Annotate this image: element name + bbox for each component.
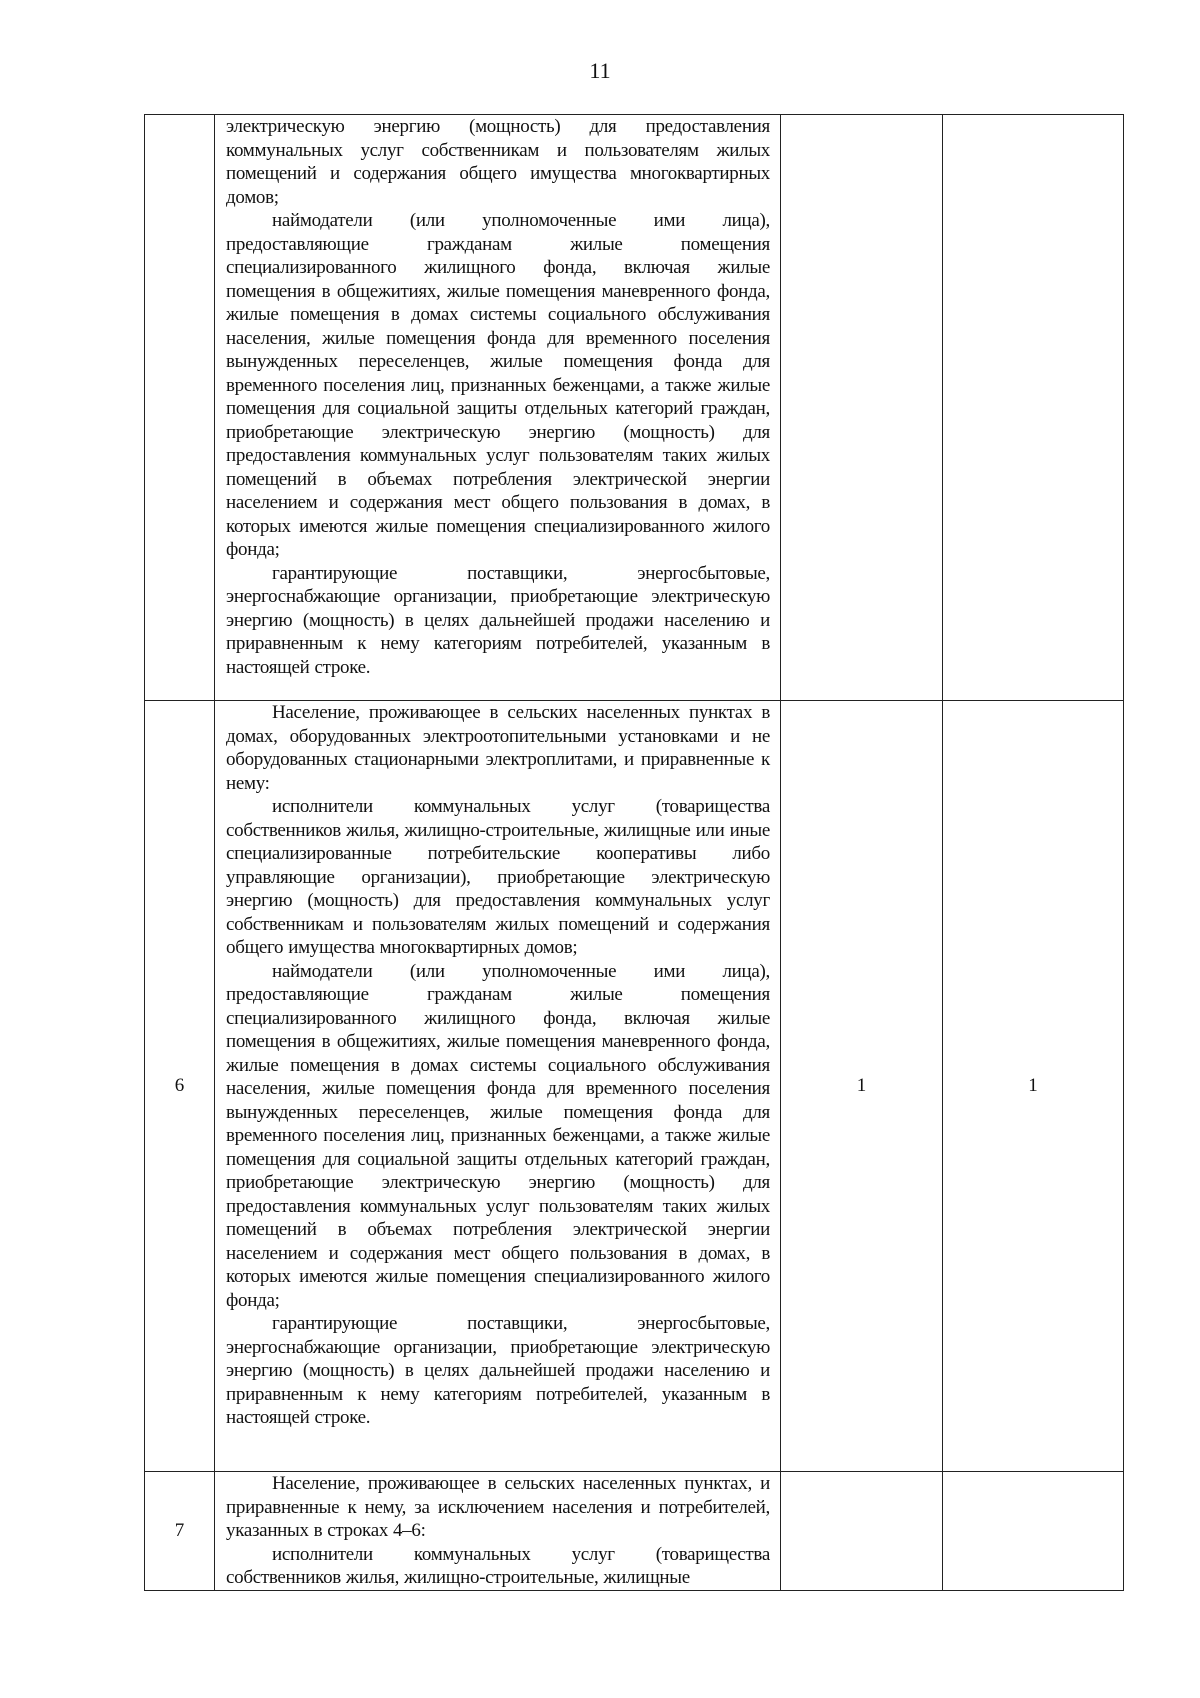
page-number: 11 (589, 58, 611, 83)
row-number-cell (145, 115, 215, 701)
table-row (145, 701, 1124, 1472)
description-cell (215, 115, 781, 701)
paragraph: наймодатели (или уполномоченные ими лица), предоставляющие гражданам жилые помещения специализированного жилищного фонда, включая жилые помещения в общежитиях, жилые помещения маневренного фонда, жилые помещения в домах системы социального обслуживания населения, жилые помещения фонда для временного поселения вынужденных переселенцев, жилые помещения фонда для временного поселения лиц, признанных беженцами, а также жилые помещения для социальной защиты отдельных категорий граждан, приобретающие электрическую энергию (мощность) для предоставления коммунальных услуг пользователям таких жилых помещений в объемах потребления электрической энергии населением и содержания мест общего пользования в домах, в которых имеются жилые помещения специализированного жилого фонда; (226, 210, 770, 560)
table-row (145, 115, 1124, 701)
value-cell-1: 1 (781, 701, 943, 1472)
value-cell-2: 1 (943, 701, 1124, 1472)
value-cell-2 (943, 115, 1124, 701)
description-cell (215, 701, 781, 1472)
paragraph: гарантирующие поставщики, энергосбытовые, энергоснабжающие организации, приобретающие электрическую энергию (мощность) в целях дальнейшей продажи населению и приравненным к нему категориям потребителей, указанным в настоящей строке. (226, 1313, 770, 1428)
paragraph: Население, проживающее в сельских населенных пунктах в домах, оборудованных электроотопительными установками и не оборудованных стационарными электроплитами, и приравненные к нему: (226, 702, 770, 794)
value-cell-1 (781, 1472, 943, 1591)
value-cell-1 (781, 115, 943, 701)
paragraph: гарантирующие поставщики, энергосбытовые, энергоснабжающие организации, приобретающие электрическую энергию (мощность) в целях дальнейшей продажи населению и приравненным к нему категориям потребителей, указанным в настоящей строке. (226, 562, 770, 678)
paragraph: исполнители коммунальных услуг (товарищества собственников жилья, жилищно-строительные, жилищные или иные специализированные потребительские кооперативы либо управляющие организации), приобретающие электрическую энергию (мощность) для предоставления коммунальных услуг собственникам и пользователям жилых помещений и содержания общего имущества многоквартирных домов; (226, 796, 770, 958)
paragraph: электрическую энергию (мощность) для предоставления коммунальных услуг собственникам и пользователям жилых помещений и содержания общего имущества многоквартирных домов; (226, 116, 770, 208)
paragraph: Население, проживающее в сельских населенных пунктах, и приравненные к нему, за исключением населения и потребителей, указанных в строках 4–6: (226, 1473, 770, 1541)
value-cell-2 (943, 1472, 1124, 1591)
paragraph: исполнители коммунальных услуг (товарищества собственников жилья, жилищно-строительные, жилищные (226, 1543, 770, 1588)
tariff-table (144, 114, 1124, 1591)
row-number-cell: 7 (145, 1472, 215, 1591)
table-row (145, 1472, 1124, 1591)
paragraph: наймодатели (или уполномоченные ими лица), предоставляющие гражданам жилые помещения специализированного жилищного фонда, включая жилые помещения в общежитиях, жилые помещения маневренного фонда, жилые помещения в домах системы социального обслуживания населения, жилые помещения фонда для временного поселения вынужденных переселенцев, жилые помещения фонда для временного поселения лиц, признанных беженцами, а также жилые помещения для социальной защиты отдельных категорий граждан, приобретающие электрическую энергию (мощность) для предоставления коммунальных услуг пользователям таких жилых помещений в объемах потребления электрической энергии населением и содержания мест общего пользования в домах, в которых имеются жилые помещения специализированного жилого фонда; (226, 960, 770, 1311)
row-number-cell: 6 (145, 701, 215, 1472)
description-cell (215, 1472, 781, 1591)
